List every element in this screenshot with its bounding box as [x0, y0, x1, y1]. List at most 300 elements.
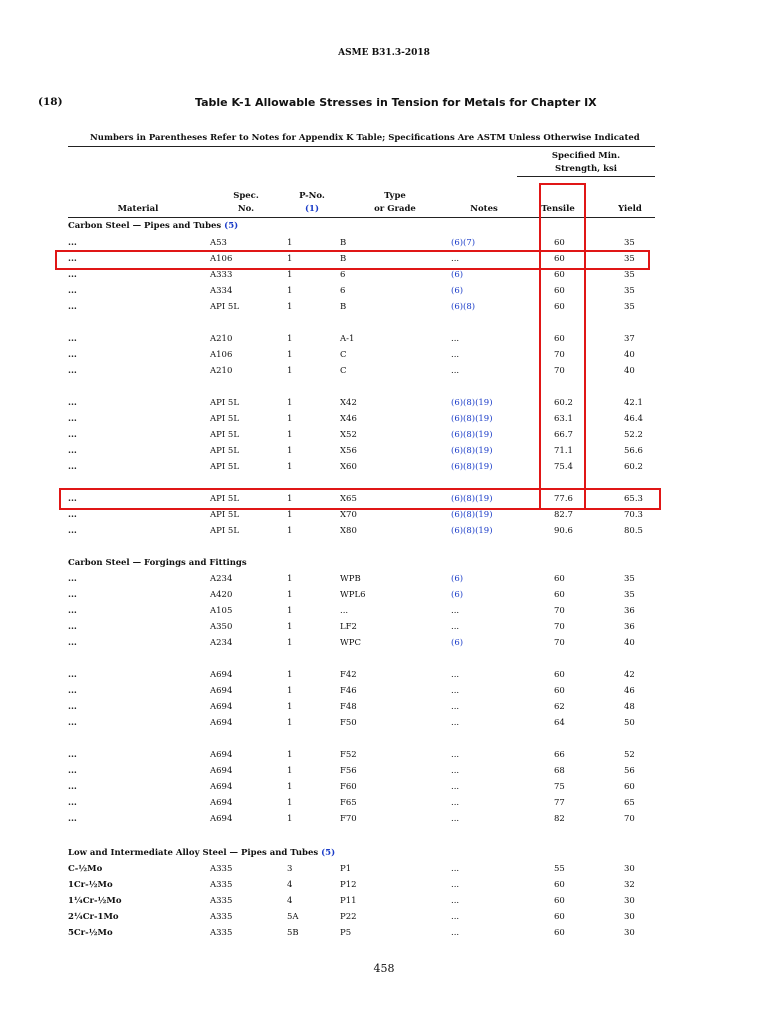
- table-row: [0, 861, 768, 877]
- type-cell: X46: [340, 414, 357, 424]
- material-cell: ...: [68, 670, 77, 680]
- tensile-cell: 63.1: [554, 414, 573, 424]
- pno-cell: 1: [287, 622, 293, 632]
- notes-cell: ...: [451, 896, 460, 906]
- table-row: [0, 795, 768, 811]
- spec-cell: A335: [210, 896, 233, 906]
- table-row: [0, 411, 768, 427]
- table-row: [0, 299, 768, 315]
- table-row: [0, 427, 768, 443]
- tensile-cell: 70: [554, 638, 565, 648]
- tensile-cell: 60: [554, 574, 565, 584]
- notes-cell[interactable]: (6): [451, 590, 464, 600]
- type-cell: X70: [340, 510, 357, 520]
- yield-cell: 35: [624, 590, 635, 600]
- notes-cell[interactable]: (6)(8)(19): [451, 446, 493, 456]
- notes-cell[interactable]: (6): [451, 574, 464, 584]
- tensile-cell: 60: [554, 590, 565, 600]
- table-row: [0, 603, 768, 619]
- yield-cell: 30: [624, 864, 635, 874]
- type-cell: F52: [340, 750, 357, 760]
- table-row: [0, 459, 768, 475]
- type-header-line1: Type: [384, 191, 406, 201]
- material-cell: ...: [68, 622, 77, 632]
- pno-cell: 1: [287, 606, 293, 616]
- pno-cell: 1: [287, 702, 293, 712]
- type-cell: X52: [340, 430, 357, 440]
- notes-cell: ...: [451, 366, 460, 376]
- table-row: [0, 235, 768, 251]
- section-title: Carbon Steel — Forgings and Fittings: [68, 558, 247, 568]
- section-heading: [68, 220, 238, 232]
- yield-cell: 40: [624, 638, 635, 648]
- pno-cell: 1: [287, 270, 293, 280]
- table-row: [0, 523, 768, 539]
- row-highlight-a106: [55, 250, 650, 270]
- tensile-cell: 60.2: [554, 398, 573, 408]
- spec-cell: A694: [210, 750, 233, 760]
- material-cell: ...: [68, 638, 77, 648]
- pno-cell: 1: [287, 590, 293, 600]
- notes-cell[interactable]: (6): [451, 270, 464, 280]
- pno-cell: 1: [287, 366, 293, 376]
- table-row: [0, 893, 768, 909]
- strength-header-line2: Strength, ksi: [554, 164, 617, 174]
- tensile-cell: 90.6: [554, 526, 573, 536]
- material-cell: ...: [68, 366, 77, 376]
- table-row: [0, 331, 768, 347]
- spec-cell: A106: [210, 254, 233, 264]
- type-cell: ...: [340, 606, 349, 616]
- pno-cell: 1: [287, 238, 293, 248]
- col-material-header: [112, 203, 164, 216]
- yield-cell: 42.1: [624, 398, 643, 408]
- pno-header-line1: P-No.: [299, 191, 325, 201]
- type-cell: A-1: [340, 334, 355, 344]
- type-cell: F60: [340, 782, 357, 792]
- type-cell: B: [340, 254, 347, 264]
- type-cell: F50: [340, 718, 357, 728]
- pno-cell: 1: [287, 430, 293, 440]
- top-rule: [68, 146, 655, 147]
- material-cell: 2¼Cr-1Mo: [68, 912, 119, 922]
- notes-cell: ...: [451, 928, 460, 938]
- type-cell: 6: [340, 270, 346, 280]
- material-cell: 5Cr-½Mo: [68, 928, 113, 938]
- table-row: [0, 619, 768, 635]
- tensile-cell: 71.1: [554, 446, 573, 456]
- section-heading: [68, 557, 247, 569]
- tensile-cell: 66: [554, 750, 565, 760]
- yield-cell: 50: [624, 718, 635, 728]
- notes-cell: ...: [451, 912, 460, 922]
- yield-cell: 35: [624, 238, 635, 248]
- notes-cell: ...: [451, 766, 460, 776]
- tensile-cell: 75.4: [554, 462, 573, 472]
- spec-cell: A210: [210, 366, 233, 376]
- pno-cell: 1: [287, 782, 293, 792]
- tensile-cell: 60: [554, 254, 565, 264]
- notes-cell: ...: [451, 702, 460, 712]
- tensile-cell: 60: [554, 880, 565, 890]
- notes-cell: ...: [451, 798, 460, 808]
- tensile-cell: 82.7: [554, 510, 573, 520]
- yield-cell: 56.6: [624, 446, 643, 456]
- type-cell: WPC: [340, 638, 361, 648]
- material-cell: ...: [68, 430, 77, 440]
- spec-cell: A694: [210, 718, 233, 728]
- spec-header-line2: No.: [237, 204, 255, 214]
- yield-cell: 30: [624, 928, 635, 938]
- type-cell: LF2: [340, 622, 357, 632]
- tensile-header-label: Tensile: [541, 204, 575, 214]
- notes-cell: ...: [451, 350, 460, 360]
- spec-cell: A694: [210, 814, 233, 824]
- pno-cell: 1: [287, 398, 293, 408]
- material-cell: ...: [68, 446, 77, 456]
- row-highlight-x65: [59, 488, 661, 510]
- yield-cell: 48: [624, 702, 635, 712]
- yield-cell: 36: [624, 622, 635, 632]
- material-header-label: Material: [117, 204, 159, 214]
- tensile-cell: 60: [554, 670, 565, 680]
- tensile-column-highlight: [539, 183, 586, 510]
- table-row: [0, 715, 768, 731]
- type-cell: B: [340, 238, 347, 248]
- yield-cell: 32: [624, 880, 635, 890]
- yield-cell: 80.5: [624, 526, 643, 536]
- pno-cell: 1: [287, 510, 293, 520]
- pno-cell: 1: [287, 670, 293, 680]
- type-cell: X56: [340, 446, 357, 456]
- table-row: [0, 635, 768, 651]
- material-cell: ...: [68, 798, 77, 808]
- pno-cell: 1: [287, 766, 293, 776]
- notes-cell: ...: [451, 670, 460, 680]
- yield-cell: 35: [624, 254, 635, 264]
- type-cell: F46: [340, 686, 357, 696]
- yield-cell: 35: [624, 286, 635, 296]
- pno-cell: 5B: [287, 928, 299, 938]
- tensile-cell: 70: [554, 622, 565, 632]
- table-row: [0, 283, 768, 299]
- tensile-cell: 60: [554, 896, 565, 906]
- col-pno-header: [286, 190, 338, 216]
- tensile-cell: 55: [554, 864, 565, 874]
- spec-cell: A694: [210, 798, 233, 808]
- pno-cell: 4: [287, 880, 293, 890]
- notes-cell: ...: [451, 254, 460, 264]
- tensile-cell: 82: [554, 814, 565, 824]
- spec-cell: A335: [210, 864, 233, 874]
- spec-cell: A334: [210, 286, 233, 296]
- tensile-cell: 62: [554, 702, 565, 712]
- type-cell: F42: [340, 670, 357, 680]
- type-cell: X42: [340, 398, 357, 408]
- spec-cell: A234: [210, 574, 233, 584]
- col-strength-header: [517, 150, 655, 176]
- pno-cell: 5A: [287, 912, 299, 922]
- notes-cell: ...: [451, 718, 460, 728]
- table-row: [0, 587, 768, 603]
- pno-cell: 1: [287, 750, 293, 760]
- material-cell: 1Cr-½Mo: [68, 880, 113, 890]
- tensile-cell: 66.7: [554, 430, 573, 440]
- table-row: [0, 763, 768, 779]
- pno-cell: 1: [287, 686, 293, 696]
- tensile-cell: 60: [554, 270, 565, 280]
- yield-cell: 56: [624, 766, 635, 776]
- yield-cell: 52: [624, 750, 635, 760]
- material-cell: ...: [68, 254, 77, 264]
- notes-cell: ...: [451, 782, 460, 792]
- notes-cell: ...: [451, 622, 460, 632]
- col-type-header: [360, 190, 430, 216]
- type-cell: WPL6: [340, 590, 366, 600]
- material-cell: ...: [68, 350, 77, 360]
- table-row: [0, 699, 768, 715]
- tensile-cell: 77: [554, 798, 565, 808]
- material-cell: ...: [68, 334, 77, 344]
- notes-cell[interactable]: (6)(8): [451, 302, 476, 312]
- section-title: Low and Intermediate Alloy Steel — Pipes and Tubes: [68, 848, 319, 858]
- spec-cell: API 5L: [210, 510, 239, 520]
- yield-cell: 70.3: [624, 510, 643, 520]
- spec-cell: A420: [210, 590, 233, 600]
- table-row: [0, 363, 768, 379]
- table-row: [0, 667, 768, 683]
- pno-cell: 1: [287, 526, 293, 536]
- spec-cell: A694: [210, 766, 233, 776]
- material-cell: ...: [68, 814, 77, 824]
- notes-cell[interactable]: (6)(8)(19): [451, 510, 493, 520]
- material-cell: ...: [68, 750, 77, 760]
- table-row: [0, 877, 768, 893]
- spec-cell: A350: [210, 622, 233, 632]
- material-cell: ...: [68, 766, 77, 776]
- table-row: [0, 395, 768, 411]
- pno-cell: 1: [287, 302, 293, 312]
- notes-cell: ...: [451, 814, 460, 824]
- material-cell: ...: [68, 286, 77, 296]
- spec-cell: A53: [210, 238, 227, 248]
- running-header: ASME B31.3-2018: [338, 48, 430, 58]
- type-cell: P5: [340, 928, 352, 938]
- material-cell: ...: [68, 462, 77, 472]
- pno-cell: 1: [287, 286, 293, 296]
- yield-cell: 30: [624, 912, 635, 922]
- material-cell: ...: [68, 238, 77, 248]
- material-cell: ...: [68, 782, 77, 792]
- type-cell: X60: [340, 462, 357, 472]
- yield-header-label: Yield: [618, 204, 642, 214]
- yield-cell: 60.2: [624, 462, 643, 472]
- material-cell: ...: [68, 718, 77, 728]
- notes-cell[interactable]: (6)(8)(19): [451, 462, 493, 472]
- spec-cell: A335: [210, 928, 233, 938]
- material-cell: ...: [68, 398, 77, 408]
- yield-cell: 35: [624, 574, 635, 584]
- pno-cell: 1: [287, 814, 293, 824]
- type-cell: P12: [340, 880, 357, 890]
- type-cell: X80: [340, 526, 357, 536]
- pno-cell: 4: [287, 896, 293, 906]
- type-cell: P11: [340, 896, 357, 906]
- notes-cell[interactable]: (6)(8)(19): [451, 494, 493, 504]
- tensile-cell: 77.6: [554, 494, 573, 504]
- tensile-cell: 64: [554, 718, 565, 728]
- spec-cell: A335: [210, 912, 233, 922]
- section-heading: [68, 847, 335, 859]
- notes-cell: ...: [451, 334, 460, 344]
- notes-cell: ...: [451, 606, 460, 616]
- notes-cell: ...: [451, 880, 460, 890]
- pno-cell: 1: [287, 446, 293, 456]
- notes-cell[interactable]: (6): [451, 638, 464, 648]
- spec-cell: A694: [210, 702, 233, 712]
- tensile-cell: 75: [554, 782, 565, 792]
- type-cell: C: [340, 366, 347, 376]
- yield-cell: 35: [624, 302, 635, 312]
- table-row: [0, 779, 768, 795]
- spec-cell: A106: [210, 350, 233, 360]
- tensile-cell: 70: [554, 366, 565, 376]
- yield-cell: 60: [624, 782, 635, 792]
- material-cell: 1¼Cr-½Mo: [68, 896, 122, 906]
- strength-header-line1: Specified Min.: [551, 151, 621, 161]
- material-cell: ...: [68, 510, 77, 520]
- table-row: [0, 747, 768, 763]
- type-cell: F70: [340, 814, 357, 824]
- type-cell: F56: [340, 766, 357, 776]
- tensile-cell: 70: [554, 606, 565, 616]
- notes-cell[interactable]: (6)(8)(19): [451, 526, 493, 536]
- yield-cell: 52.2: [624, 430, 643, 440]
- yield-cell: 35: [624, 270, 635, 280]
- notes-cell: ...: [451, 686, 460, 696]
- section-note-link[interactable]: (5): [321, 848, 336, 858]
- type-cell: P22: [340, 912, 357, 922]
- notes-cell[interactable]: (6)(8)(19): [451, 398, 493, 408]
- tensile-cell: 60: [554, 238, 565, 248]
- tensile-cell: 60: [554, 686, 565, 696]
- notes-cell[interactable]: (6)(8)(19): [451, 414, 493, 424]
- pno-cell: 1: [287, 494, 293, 504]
- yield-cell: 46: [624, 686, 635, 696]
- pno-cell: 1: [287, 350, 293, 360]
- tensile-cell: 60: [554, 286, 565, 296]
- pno-cell: 1: [287, 414, 293, 424]
- table-row: [0, 443, 768, 459]
- notes-cell[interactable]: (6)(8)(19): [451, 430, 493, 440]
- pno-cell: 1: [287, 638, 293, 648]
- type-cell: 6: [340, 286, 346, 296]
- pno-cell: 1: [287, 334, 293, 344]
- material-cell: ...: [68, 606, 77, 616]
- pno-cell: 1: [287, 462, 293, 472]
- notes-cell: ...: [451, 750, 460, 760]
- material-cell: C-½Mo: [68, 864, 103, 874]
- spec-cell: A694: [210, 782, 233, 792]
- spec-cell: A335: [210, 880, 233, 890]
- pno-header-note-link[interactable]: (1): [305, 204, 319, 214]
- yield-cell: 36: [624, 606, 635, 616]
- strength-rule: [517, 176, 655, 177]
- yield-cell: 46.4: [624, 414, 643, 424]
- table-title: Table K-1 Allowable Stresses in Tension for Metals for Chapter IX: [195, 96, 597, 109]
- notes-cell[interactable]: (6): [451, 286, 464, 296]
- type-cell: F48: [340, 702, 357, 712]
- spec-cell: API 5L: [210, 526, 239, 536]
- spec-cell: API 5L: [210, 446, 239, 456]
- section-note-link[interactable]: (5): [224, 221, 239, 231]
- material-cell: ...: [68, 302, 77, 312]
- material-cell: ...: [68, 574, 77, 584]
- spec-cell: A105: [210, 606, 233, 616]
- material-cell: ...: [68, 526, 77, 536]
- type-header-line2: or Grade: [374, 204, 416, 214]
- page-number: 458: [373, 962, 395, 975]
- edition-marker: (18): [38, 96, 63, 108]
- type-cell: C: [340, 350, 347, 360]
- notes-header-label: Notes: [470, 204, 498, 214]
- pno-cell: 1: [287, 254, 293, 264]
- material-cell: ...: [68, 702, 77, 712]
- type-cell: P1: [340, 864, 352, 874]
- table-row: [0, 571, 768, 587]
- yield-cell: 40: [624, 350, 635, 360]
- yield-cell: 37: [624, 334, 635, 344]
- material-cell: ...: [68, 414, 77, 424]
- col-notes-header: [458, 203, 510, 216]
- table-row: [0, 811, 768, 827]
- spec-cell: A694: [210, 670, 233, 680]
- table-subtitle: Numbers in Parentheses Refer to Notes for Appendix K Table; Specifications Are ASTM Unless Otherwise Indicated: [90, 133, 640, 143]
- notes-cell[interactable]: (6)(7): [451, 238, 476, 248]
- spec-cell: API 5L: [210, 302, 239, 312]
- tensile-cell: 60: [554, 928, 565, 938]
- type-cell: B: [340, 302, 347, 312]
- spec-cell: A210: [210, 334, 233, 344]
- type-cell: F65: [340, 798, 357, 808]
- spec-cell: API 5L: [210, 462, 239, 472]
- spec-cell: API 5L: [210, 398, 239, 408]
- tensile-cell: 60: [554, 912, 565, 922]
- table-row: [0, 925, 768, 941]
- yield-cell: 42: [624, 670, 635, 680]
- material-cell: ...: [68, 494, 77, 504]
- yield-cell: 65: [624, 798, 635, 808]
- material-cell: ...: [68, 686, 77, 696]
- yield-cell: 70: [624, 814, 635, 824]
- spec-cell: A234: [210, 638, 233, 648]
- spec-header-line1: Spec.: [233, 191, 259, 201]
- tensile-cell: 60: [554, 334, 565, 344]
- yield-cell: 40: [624, 366, 635, 376]
- col-spec-header: [220, 190, 272, 216]
- spec-cell: API 5L: [210, 414, 239, 424]
- table-row: [0, 909, 768, 925]
- tensile-cell: 60: [554, 302, 565, 312]
- material-cell: ...: [68, 590, 77, 600]
- pno-cell: 1: [287, 798, 293, 808]
- table-row: [0, 683, 768, 699]
- type-cell: X65: [340, 494, 357, 504]
- table-row: [0, 347, 768, 363]
- yield-cell: 65.3: [624, 494, 643, 504]
- pno-cell: 1: [287, 574, 293, 584]
- spec-cell: A333: [210, 270, 233, 280]
